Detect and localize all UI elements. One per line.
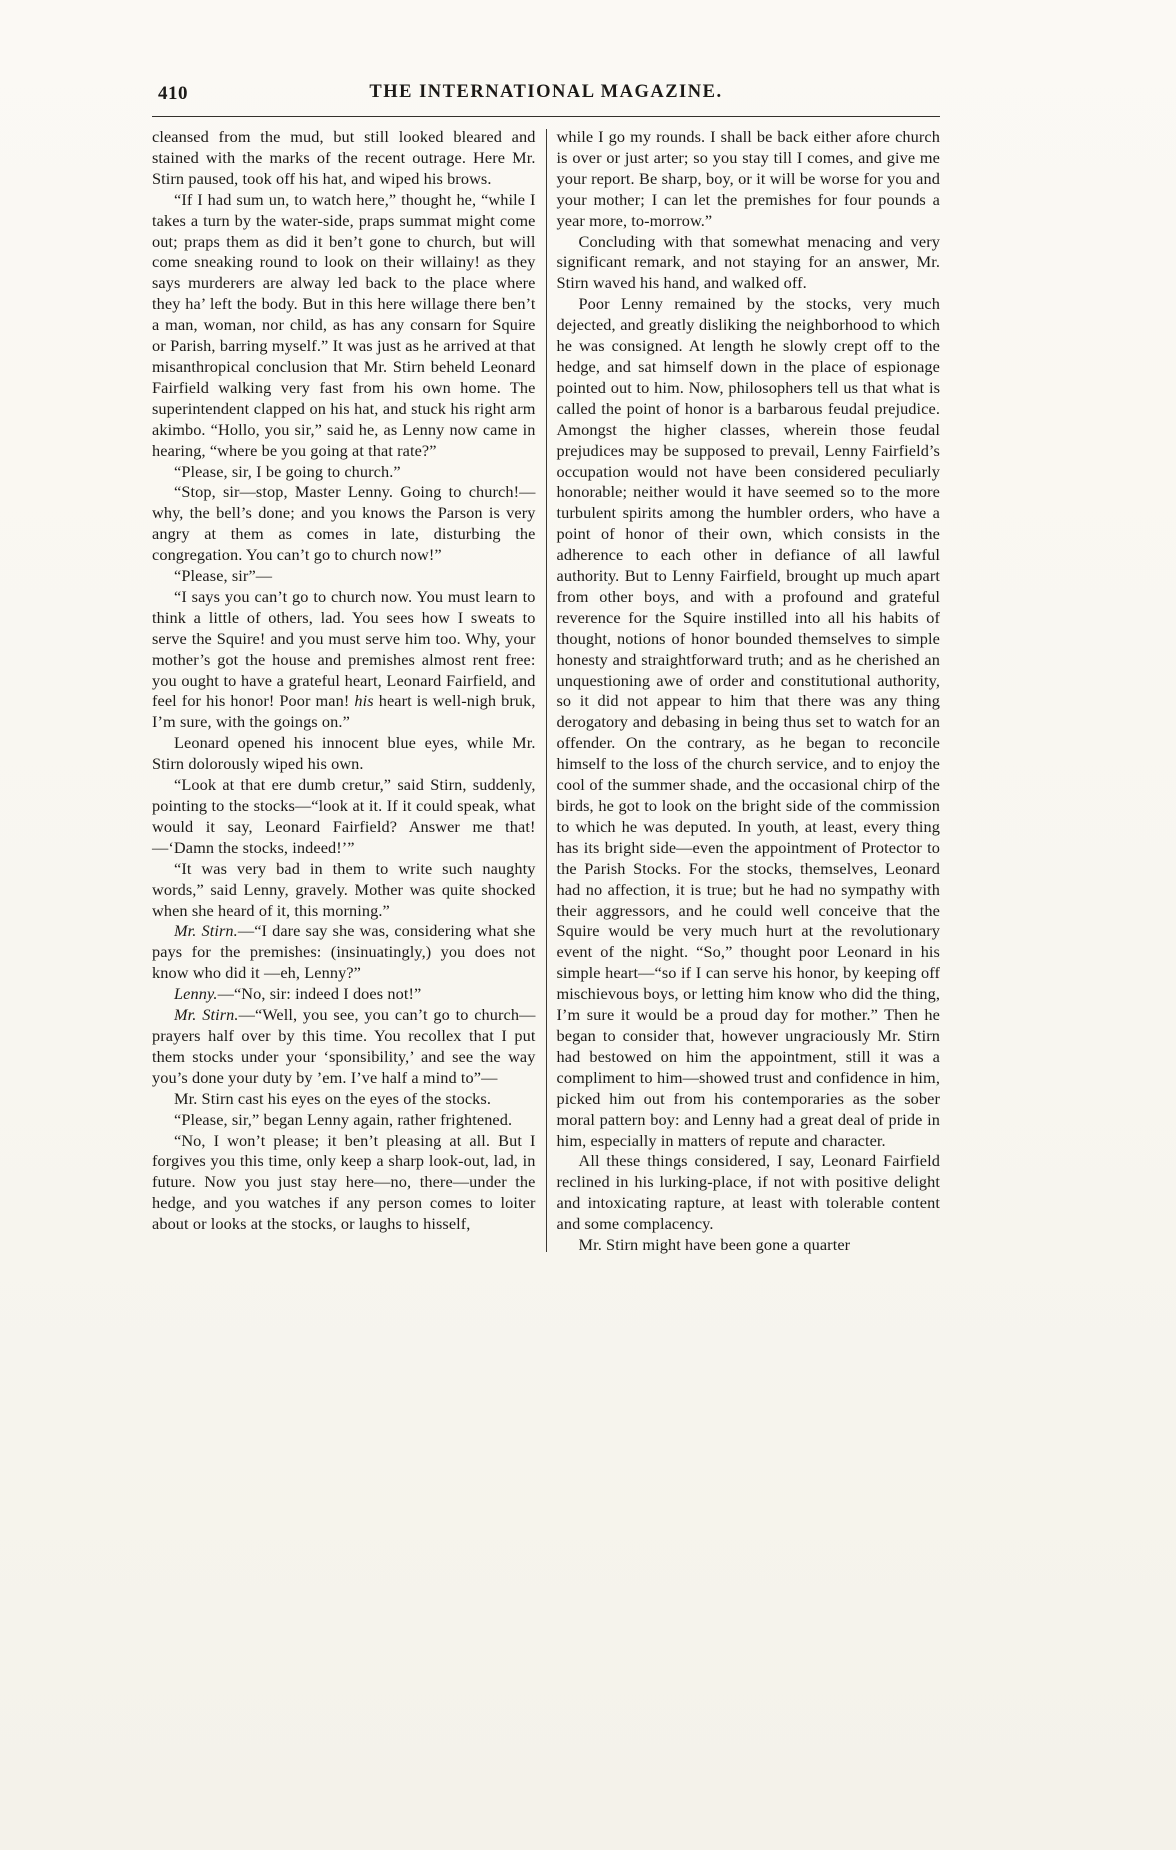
column-divider bbox=[546, 129, 547, 1252]
paragraph: “Stop, sir—stop, Master Lenny. Going to church!—why, the bell’s done; and you knows the Parson is very angry at them as comes in late, disturbing the congregation. You can’t go to church now!” bbox=[152, 482, 536, 565]
paragraph: “I says you can’t go to church now. You must learn to think a little of others, lad. You sees how I sweats to serve the Squire! and you must serve him too. Why, your mother’s got the house and premishes almost rent free: you ought to have a grateful heart, Leonard Fairfield, and feel for his honor! Poor man! his heart is well-nigh bruk, I’m sure, with the goings on.” bbox=[152, 586, 536, 732]
paragraph: “It was very bad in them to write such naughty words,” said Lenny, gravely. Mother was quite shocked when she heard of it, this morning.” bbox=[152, 858, 536, 920]
page-title: THE INTERNATIONAL MAGAZINE. bbox=[369, 82, 723, 102]
paragraph: Concluding with that somewhat menacing and very significant remark, and not staying for an answer, Mr. Stirn waved his hand, and walked off. bbox=[556, 231, 940, 293]
paragraph: “Look at that ere dumb cretur,” said Stirn, suddenly, pointing to the stocks—“look at it. If it could speak, what would it say, Leonard Fairfield? Answer me that!—‘Damn the stocks, indeed!’” bbox=[152, 775, 536, 857]
paragraph: Lenny.—“No, sir: indeed I does not!” bbox=[174, 984, 422, 1004]
paragraph: “Please, sir,” began Lenny again, rather frightened. bbox=[174, 1109, 513, 1129]
paragraph: Mr. Stirn cast his eyes on the eyes of the stocks. bbox=[174, 1088, 492, 1108]
right-column bbox=[557, 127, 941, 1256]
page-header bbox=[152, 80, 940, 110]
paragraph: cleansed from the mud, but still looked bleared and stained with the marks of the recent outrage. Here Mr. Stirn paused, took off his hat, and wiped his brows. bbox=[152, 127, 536, 188]
left-column bbox=[152, 127, 536, 1256]
paragraph: Leonard opened his innocent blue eyes, while Mr. Stirn dolorously wiped his own. bbox=[152, 733, 536, 774]
paragraph: “Please, sir”— bbox=[174, 566, 273, 586]
page-content bbox=[152, 80, 940, 1256]
paragraph: “Please, sir, I be going to church.” bbox=[174, 461, 401, 481]
page-number: 410 bbox=[158, 83, 188, 104]
text-columns bbox=[152, 127, 940, 1256]
paragraph: All these things considered, I say, Leonard Fairfield reclined in his lurking-place, if not with positive delight and intoxicating rapture, at least with tolerable content and some complacency. bbox=[556, 1151, 940, 1234]
header-rule bbox=[152, 116, 940, 117]
paragraph: “If I had sum un, to watch here,” thought he, “while I takes a turn by the water-side, praps summat might come out; praps them as did it ben’t gone to church, but will come sneaking round to look on their willainy! as they says murderers are alway led back to the place where they ha’ left the body. But in this here willage there ben’t a man, woman, nor child, as has any consarn for Squire or Parish, barring myself.” It was just as he arrived at that misanthropical conclusion that Mr. Stirn beheld Leonard Fairfield walking very fast from his own home. The superintendent clapped on his hat, and stuck his right arm akimbo. “Hollo, you sir,” said he, as Lenny now came in hearing, “where be you going at that rate?” bbox=[152, 189, 536, 460]
paragraph: “No, I won’t please; it ben’t pleasing at all. But I forgives you this time, only keep a sharp look-out, lad, in future. Now you just stay here—no, there—under the hedge, and you watches if any person comes to loiter about or looks at the stocks, or laughs to hisself, bbox=[152, 1130, 536, 1234]
paragraph: Mr. Stirn.—“I dare say she was, considering what she pays for the premishes: (insinuatingly,) you does not know who did it —eh, Lenny?” bbox=[152, 921, 536, 983]
paragraph: Mr. Stirn might have been gone a quarter bbox=[578, 1235, 851, 1255]
paragraph: while I go my rounds. I shall be back either afore church is over or just arter; so you stay till I comes, and give me your report. Be sharp, boy, or it will be worse for you and your mother; I can let the premishes for four pounds a year more, to-morrow.” bbox=[556, 127, 940, 230]
paragraph: Poor Lenny remained by the stocks, very much dejected, and greatly disliking the neighborhood to which he was consigned. At length he slowly crept off to the hedge, and sat himself down in the place of espionage pointed out to him. Now, philosophers tell us that what is called the point of honor is a barbarous feudal prejudice. Amongst the higher classes, wherein those feudal prejudices may be supposed to prevail, Lenny Fairfield’s occupation would not have been considered peculiarly honorable; neither would it have seemed so to the more turbulent spirits among the humbler orders, who have a point of honor of their own, which consists in the adherence to each other in defiance of all lawful authority. But to Lenny Fairfield, brought up much apart from other boys, and with a profound and grateful reverence for the Squire instilled into all his habits of thought, notions of honor bounded themselves to simple honesty and straightforward truth; and as he cherished an unquestioning awe of order and constitutional authority, so it did not appear to him that there was any thing derogatory and debasing in being thus set to watch for an offender. On the contrary, as he began to reconcile himself to the loss of the church service, and to enjoy the cool of the summer shade, and the occasional chirp of the birds, he got to look on the bright side of the commission to which he was deputed. In youth, at least, every thing has its bright side—even the appointment of Protector to the Parish Stocks. For the stocks, themselves, Leonard had no affection, it is true; but he had no sympathy with their aggressors, and he could well conceive that the Squire would be very much hurt at the revolutionary event of the night. “So,” thought poor Leonard in his simple heart—“so if I can serve his honor, by keeping off mischievous boys, or letting him know who did the thing, I’m sure it would be a proud day for mother.” Then he began to consider that, however ungraciously Mr. Stirn had bestowed on him the appointment, still it was a compliment to him—showed trust and confidence in him, picked him out from his contemporaries as the sober moral pattern boy: and Lenny had a great deal of pride in him, especially in matters of repute and character. bbox=[556, 294, 940, 1150]
paragraph: Mr. Stirn.—“Well, you see, you can’t go to church—prayers half over by this time. You recollex that I put them stocks under your ‘sponsibility,’ and see the way you’s done your duty by ’em. I’ve half a mind to”— bbox=[152, 1005, 536, 1087]
